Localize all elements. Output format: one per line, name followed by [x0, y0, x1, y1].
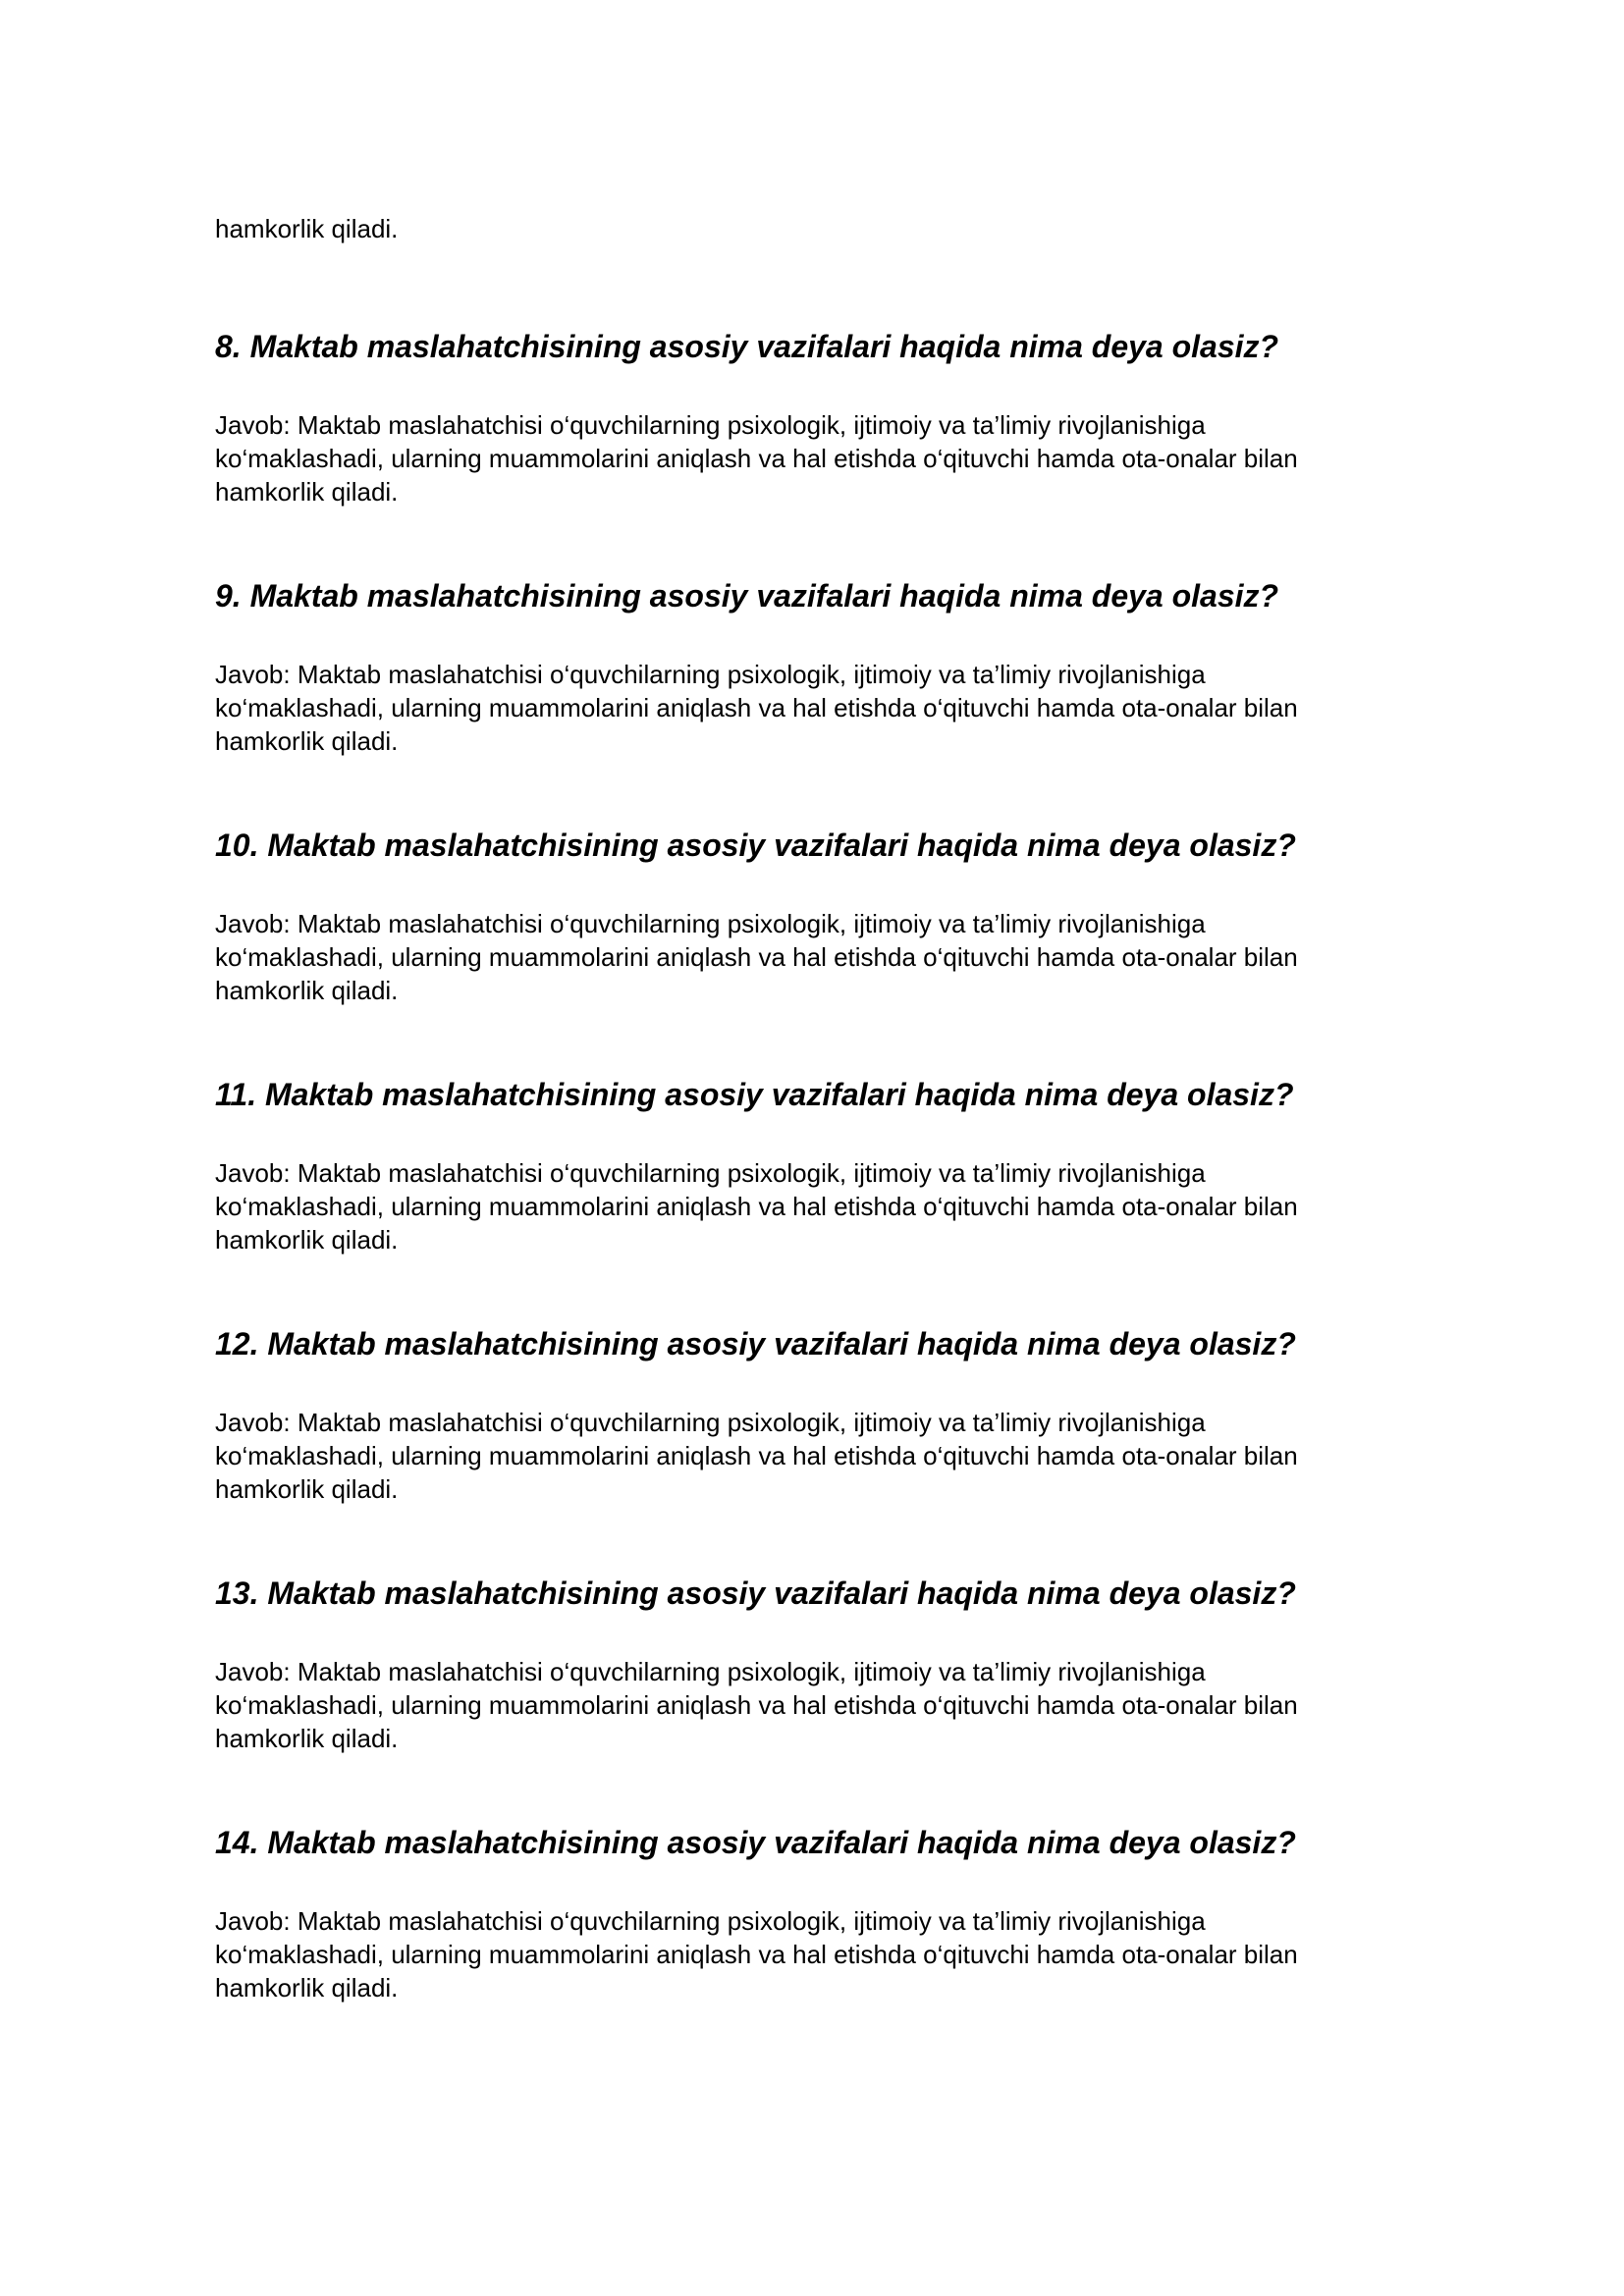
answer-line: ko‘maklashadi, ularning muammolarini aniqlash va hal etishda o‘qituvchi hamda ota-onalar bilan [215, 942, 1298, 972]
answer-line: ko‘maklashadi, ularning muammolarini aniqlash va hal etishda o‘qituvchi hamda ota-onalar bilan [215, 444, 1298, 473]
question-heading: 9. Maktab maslahatchisining asosiy vazifalari haqida nima deya olasiz? [215, 578, 1279, 614]
answer-line: hamkorlik qiladi. [215, 477, 399, 507]
answer-line: Javob: Maktab maslahatchisi o‘quvchilarning psixologik, ijtimoiy va ta’limiy rivojlanishiga [215, 1158, 1206, 1188]
qa-item [215, 826, 1413, 1007]
answer-line: ko‘maklashadi, ularning muammolarini aniqlash va hal etishda o‘qituvchi hamda ota-onalar bilan [215, 693, 1298, 722]
answer-paragraph [215, 1156, 1413, 1256]
question-heading: 10. Maktab maslahatchisining asosiy vazifalari haqida nima deya olasiz? [215, 828, 1296, 863]
answer-line: Javob: Maktab maslahatchisi o‘quvchilarning psixologik, ijtimoiy va ta’limiy rivojlanishiga [215, 1657, 1206, 1686]
document-page [215, 212, 1413, 2004]
answer-line: hamkorlik qiladi. [215, 1474, 399, 1504]
answer-line: hamkorlik qiladi. [215, 726, 399, 756]
answer-paragraph [215, 1655, 1413, 1755]
answer-paragraph [215, 1904, 1413, 2004]
question-heading: 13. Maktab maslahatchisining asosiy vazifalari haqida nima deya olasiz? [215, 1575, 1296, 1611]
qa-item [215, 1324, 1413, 1506]
question-heading: 12. Maktab maslahatchisining asosiy vazifalari haqida nima deya olasiz? [215, 1326, 1296, 1362]
answer-line: Javob: Maktab maslahatchisi o‘quvchilarning psixologik, ijtimoiy va ta’limiy rivojlanishiga [215, 1408, 1206, 1437]
answer-line: Javob: Maktab maslahatchisi o‘quvchilarning psixologik, ijtimoiy va ta’limiy rivojlanishiga [215, 909, 1206, 938]
answer-line: hamkorlik qiladi. [215, 1225, 399, 1255]
qa-item [215, 1075, 1413, 1256]
answer-line: Javob: Maktab maslahatchisi o‘quvchilarning psixologik, ijtimoiy va ta’limiy rivojlanishiga [215, 410, 1206, 440]
question-heading: 8. Maktab maslahatchisining asosiy vazifalari haqida nima deya olasiz? [215, 329, 1279, 364]
qa-item [215, 576, 1413, 758]
answer-line: ko‘maklashadi, ularning muammolarini aniqlash va hal etishda o‘qituvchi hamda ota-onalar bilan [215, 1690, 1298, 1720]
qa-item [215, 1574, 1413, 1755]
answer-line: ko‘maklashadi, ularning muammolarini aniqlash va hal etishda o‘qituvchi hamda ota-onalar bilan [215, 1441, 1298, 1470]
answer-line: hamkorlik qiladi. [215, 976, 399, 1005]
answer-line: hamkorlik qiladi. [215, 1724, 399, 1753]
answer-line: ko‘maklashadi, ularning muammolarini aniqlash va hal etishda o‘qituvchi hamda ota-onalar bilan [215, 1192, 1298, 1221]
answer-line: ko‘maklashadi, ularning muammolarini aniqlash va hal etishda o‘qituvchi hamda ota-onalar bilan [215, 1940, 1298, 1969]
answer-paragraph [215, 907, 1413, 1007]
continuation-text: hamkorlik qiladi. [215, 214, 399, 243]
answer-line: Javob: Maktab maslahatchisi o‘quvchilarning psixologik, ijtimoiy va ta’limiy rivojlanishiga [215, 1906, 1206, 1936]
answer-paragraph [215, 658, 1413, 758]
answer-paragraph [215, 1406, 1413, 1506]
answer-line: hamkorlik qiladi. [215, 1973, 399, 2002]
answer-paragraph [215, 408, 1413, 508]
question-heading: 11. Maktab maslahatchisining asosiy vazifalari haqida nima deya olasiz? [215, 1077, 1294, 1112]
qa-item [215, 1823, 1413, 2004]
question-heading: 14. Maktab maslahatchisining asosiy vazifalari haqida nima deya olasiz? [215, 1825, 1296, 1860]
answer-line: Javob: Maktab maslahatchisi o‘quvchilarning psixologik, ijtimoiy va ta’limiy rivojlanishiga [215, 660, 1206, 689]
qa-item [215, 327, 1413, 508]
